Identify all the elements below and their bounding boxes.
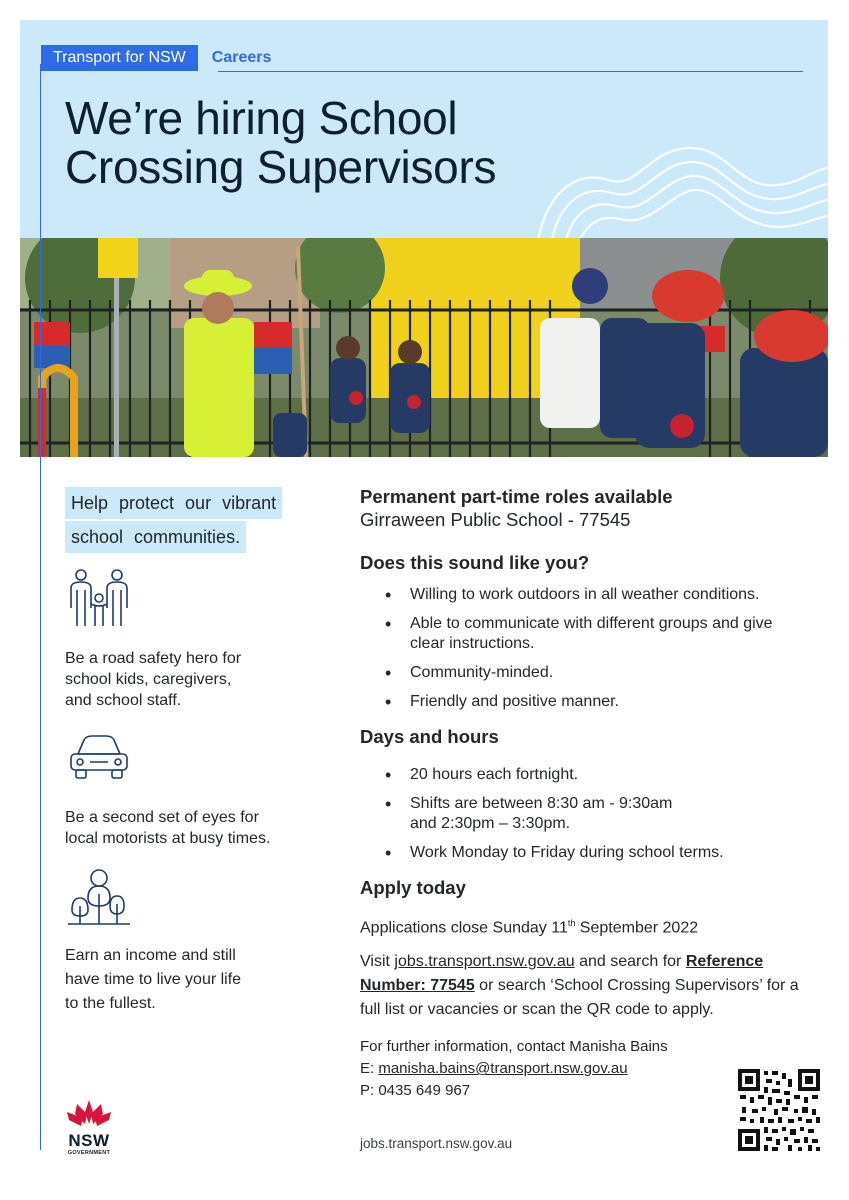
email-label: E: [360,1060,379,1078]
brand-label: Transport for NSW [41,45,198,71]
jobs-site-link[interactable]: jobs.transport.nsw.gov.au [394,953,575,971]
list-item: • Able to communicate with different groups and give clear instructions. [360,614,820,654]
waratah-icon [65,1098,113,1128]
accent-rule [40,64,41,1150]
search-for-text: and search for [574,953,686,971]
list-item: • Willing to work outdoors in all weather conditions. [360,585,820,605]
feature-text-2 [65,807,270,849]
feature-2-line-1: Be a second set of eyes for [65,809,259,826]
feature-3-line-3: to the fullest. [65,995,156,1012]
nsw-government-logo [63,1098,115,1157]
callout-text: Help protect our vibrant school communities. [65,487,282,553]
feature-1-line-1: Be a road safety hero for [65,650,242,667]
job-poster [20,20,828,1180]
list-item: • Work Monday to Friday during school terms. [360,843,820,863]
contact-phone: P: 0435 649 967 [360,1082,471,1100]
feature-1-line-2: school kids, caregivers, [65,671,232,688]
close-superscript: th [567,918,576,928]
list-item: • Friendly and positive manner. [360,692,820,712]
car-icon [68,734,130,782]
days-hours-heading: Days and hours [360,726,499,747]
days-hours-list [360,765,820,863]
feature-2-line-2: local motorists at busy times. [65,830,271,847]
roles-heading: Permanent part-time roles available [360,486,673,507]
brand-bar [41,45,271,71]
applications-close [360,911,820,940]
qr-code[interactable] [738,1069,820,1151]
title-line-2: Crossing Supervisors [65,141,497,193]
apply-instructions [360,950,820,1022]
feature-3-line-1: Earn an income and still [65,947,236,964]
intro-callout [65,486,315,554]
footer-url: jobs.transport.nsw.gov.au [360,1136,513,1151]
feature-3-line-2: have time to live your life [65,971,242,988]
contact-line: For further information, contact Manisha Bains [360,1038,668,1056]
list-item: • Shifts are between 8:30 am - 9:30am and 2:30pm – 3:30pm. [360,794,820,834]
hero-photo [20,238,828,457]
job-details [360,486,820,1102]
family-icon [67,568,131,630]
apply-heading: Apply today [360,877,466,898]
list-item: • 20 hours each fortnight. [360,765,820,785]
feature-1-line-3: and school staff. [65,692,182,709]
close-prefix: Applications close Sunday 11 [360,919,568,937]
roles-location: Girraween Public School - 77545 [360,509,631,530]
sound-like-you-heading: Does this sound like you? [360,552,590,573]
feature-text-1 [65,648,241,711]
careers-label: Careers [211,49,272,66]
apply-rest-text: or search ‘School Crossing Supervisors’ for a full list or vacancies or scan the QR code to apply. [360,977,799,1019]
crossing-scene-illustration [20,238,828,457]
logo-text: NSW [68,1131,110,1150]
feature-text-3 [65,944,241,1016]
contact-email-link[interactable]: manisha.bains@transport.nsw.gov.au [378,1060,628,1078]
reference-number: Reference Number: 77545 [360,953,764,995]
list-item: • Community-minded. [360,663,820,683]
sound-like-you-list [360,585,820,712]
title-line-1: We’re hiring School [65,92,458,144]
logo-subtext: GOVERNMENT [67,1150,111,1156]
page-title [65,94,496,192]
decorative-waves [538,130,828,238]
poster-header [20,20,828,238]
trees-icon [68,866,132,928]
header-rule [218,71,803,72]
close-suffix: September 2022 [575,919,699,937]
visit-text: Visit [360,953,395,971]
